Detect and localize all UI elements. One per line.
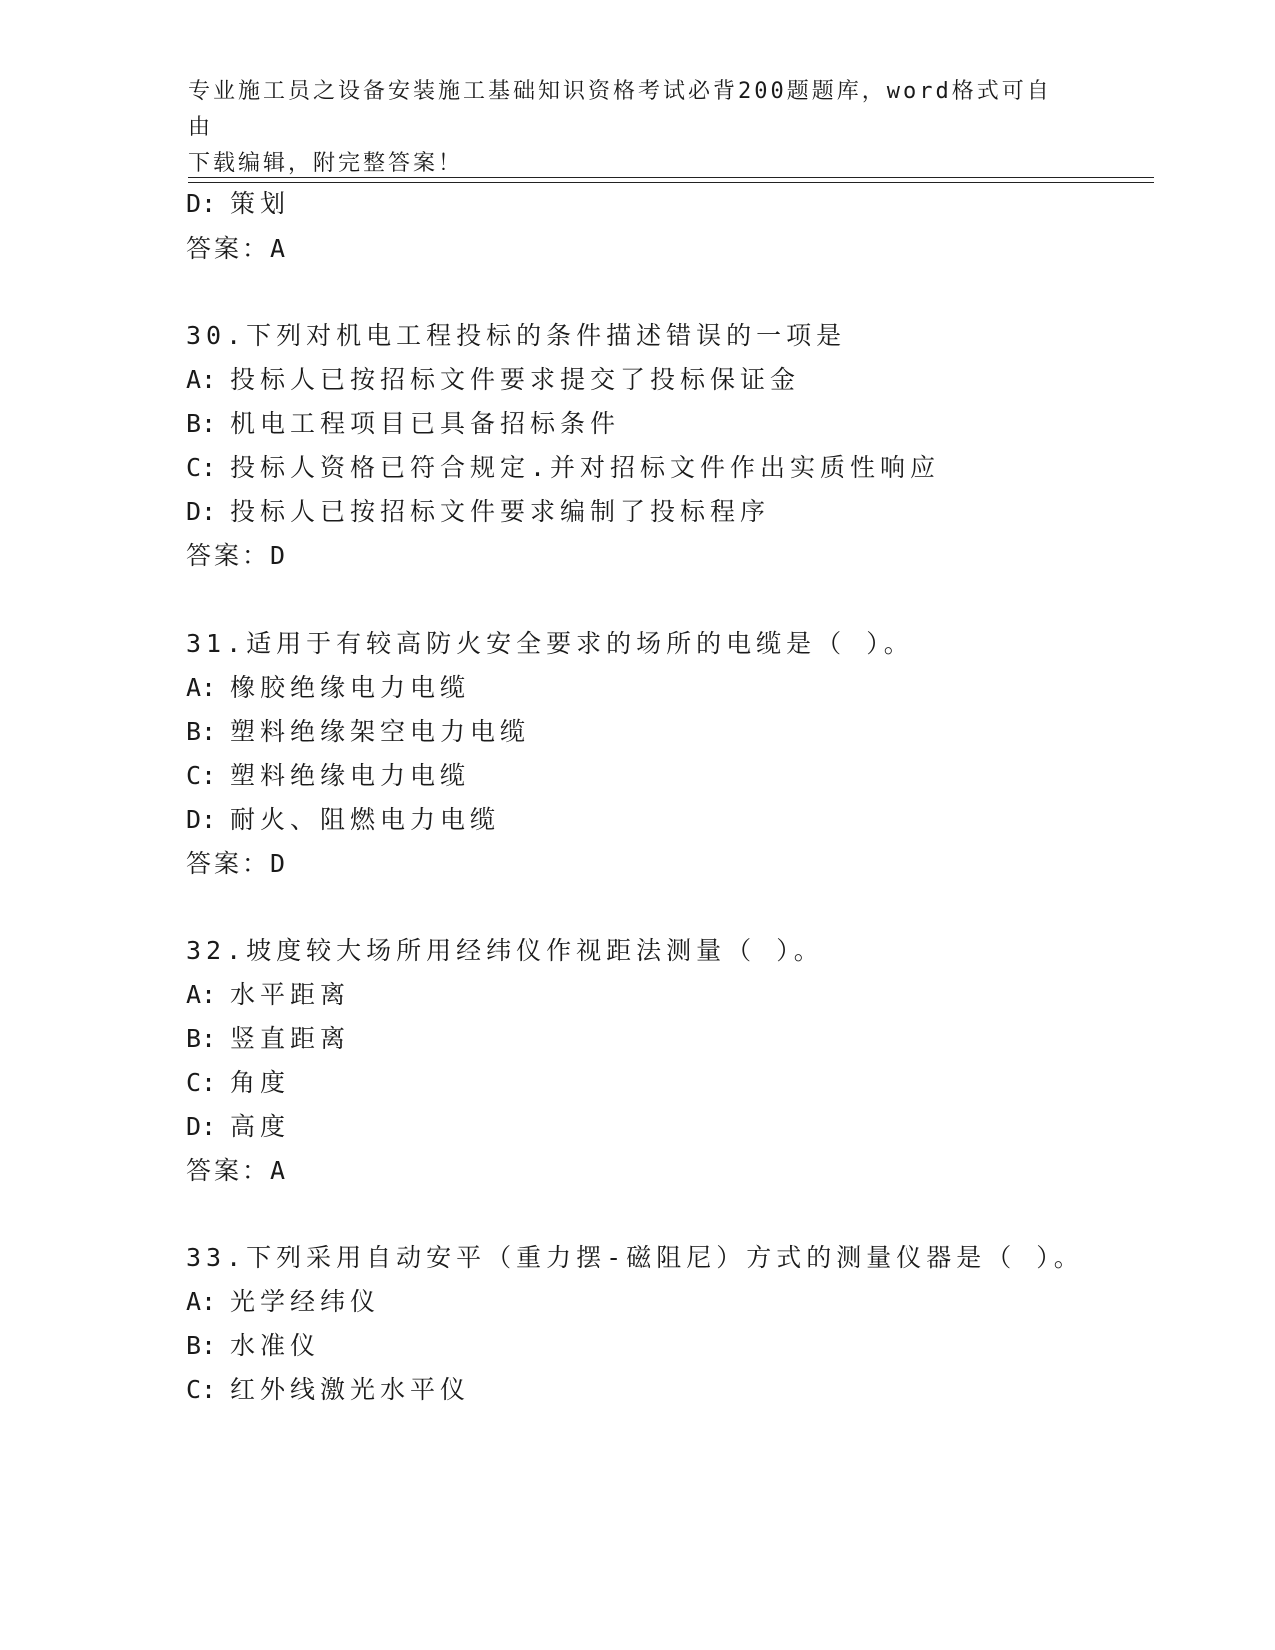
option-text: 橡胶绝缘电力电缆 bbox=[230, 673, 471, 702]
question-30-answer bbox=[186, 540, 287, 572]
answer-value: A bbox=[270, 234, 288, 263]
answer-prev bbox=[186, 233, 287, 265]
option-text: 水平距离 bbox=[230, 980, 351, 1009]
option-label: C: bbox=[186, 453, 217, 482]
option-text: 竖直距离 bbox=[230, 1024, 351, 1053]
option-text: 投标人已按招标文件要求编制了投标程序 bbox=[230, 497, 771, 526]
option-text: 策划 bbox=[230, 189, 291, 218]
option-label: A: bbox=[186, 673, 217, 702]
answer-key: 答案： bbox=[186, 541, 271, 570]
option-label: B: bbox=[186, 1024, 217, 1053]
option-text: 机电工程项目已具备招标条件 bbox=[230, 409, 621, 438]
question-33-option-c bbox=[186, 1374, 470, 1406]
document-header bbox=[188, 74, 1068, 182]
question-32-answer bbox=[186, 1155, 287, 1187]
option-label: A: bbox=[186, 980, 217, 1009]
option-text: 塑料绝缘架空电力电缆 bbox=[230, 717, 531, 746]
question-30-option-c bbox=[186, 452, 940, 484]
option-label: A: bbox=[186, 1287, 217, 1316]
question-33-option-b bbox=[186, 1330, 320, 1362]
option-label: B: bbox=[186, 1331, 217, 1360]
option-text: 耐火、阻燃电力电缆 bbox=[230, 805, 501, 834]
answer-value: D bbox=[270, 849, 288, 878]
option-label: A: bbox=[186, 365, 217, 394]
answer-value: D bbox=[270, 541, 288, 570]
question-31-option-a bbox=[186, 672, 470, 704]
option-label: C: bbox=[186, 761, 217, 790]
answer-value: A bbox=[270, 1156, 288, 1185]
answer-key: 答案： bbox=[186, 849, 271, 878]
answer-key: 答案： bbox=[186, 234, 271, 263]
question-31-answer bbox=[186, 848, 287, 880]
question-31-stem: 31.适用于有较高防火安全要求的场所的电缆是（ ）。 bbox=[186, 629, 914, 658]
option-d-prev bbox=[186, 188, 290, 220]
option-text: 水准仪 bbox=[230, 1331, 321, 1360]
option-label: C: bbox=[186, 1375, 217, 1404]
option-label: D: bbox=[186, 497, 217, 526]
question-32-option-c bbox=[186, 1067, 290, 1099]
option-text: 塑料绝缘电力电缆 bbox=[230, 761, 471, 790]
question-31-option-c bbox=[186, 760, 470, 792]
question-31-option-b bbox=[186, 716, 530, 748]
option-text: 高度 bbox=[230, 1112, 291, 1141]
option-label: D: bbox=[186, 805, 217, 834]
header-line-1: 专业施工员之设备安装施工基础知识资格考试必背200题题库，word格式可自由 bbox=[188, 79, 1052, 140]
option-label: B: bbox=[186, 717, 217, 746]
question-33-stem: 33.下列采用自动安平（重力摆-磁阻尼）方式的测量仪器是（ ）。 bbox=[186, 1243, 1084, 1272]
question-32-option-d bbox=[186, 1111, 290, 1143]
option-label: C: bbox=[186, 1068, 217, 1097]
option-label: D: bbox=[186, 1112, 217, 1141]
question-32-stem: 32.坡度较大场所用经纬仪作视距法测量（ ）。 bbox=[186, 936, 824, 965]
question-30-option-a bbox=[186, 364, 800, 396]
question-32-option-b bbox=[186, 1023, 350, 1055]
question-33-option-a bbox=[186, 1286, 380, 1318]
option-label: D: bbox=[186, 189, 217, 218]
header-divider-bottom bbox=[188, 182, 1154, 183]
option-label: B: bbox=[186, 409, 217, 438]
question-31-option-d bbox=[186, 804, 500, 836]
question-30-option-b bbox=[186, 408, 620, 440]
option-text: 投标人资格已符合规定.并对招标文件作出实质性响应 bbox=[230, 453, 941, 482]
answer-key: 答案： bbox=[186, 1156, 271, 1185]
question-32-option-a bbox=[186, 979, 350, 1011]
question-30-stem: 30.下列对机电工程投标的条件描述错误的一项是 bbox=[186, 321, 847, 350]
option-text: 角度 bbox=[230, 1068, 291, 1097]
option-text: 红外线激光水平仪 bbox=[230, 1375, 471, 1404]
header-divider-top bbox=[188, 177, 1154, 178]
question-30-option-d bbox=[186, 496, 770, 528]
option-text: 光学经纬仪 bbox=[230, 1287, 381, 1316]
option-text: 投标人已按招标文件要求提交了投标保证金 bbox=[230, 365, 801, 394]
header-line-2: 下载编辑，附完整答案！ bbox=[188, 151, 464, 176]
